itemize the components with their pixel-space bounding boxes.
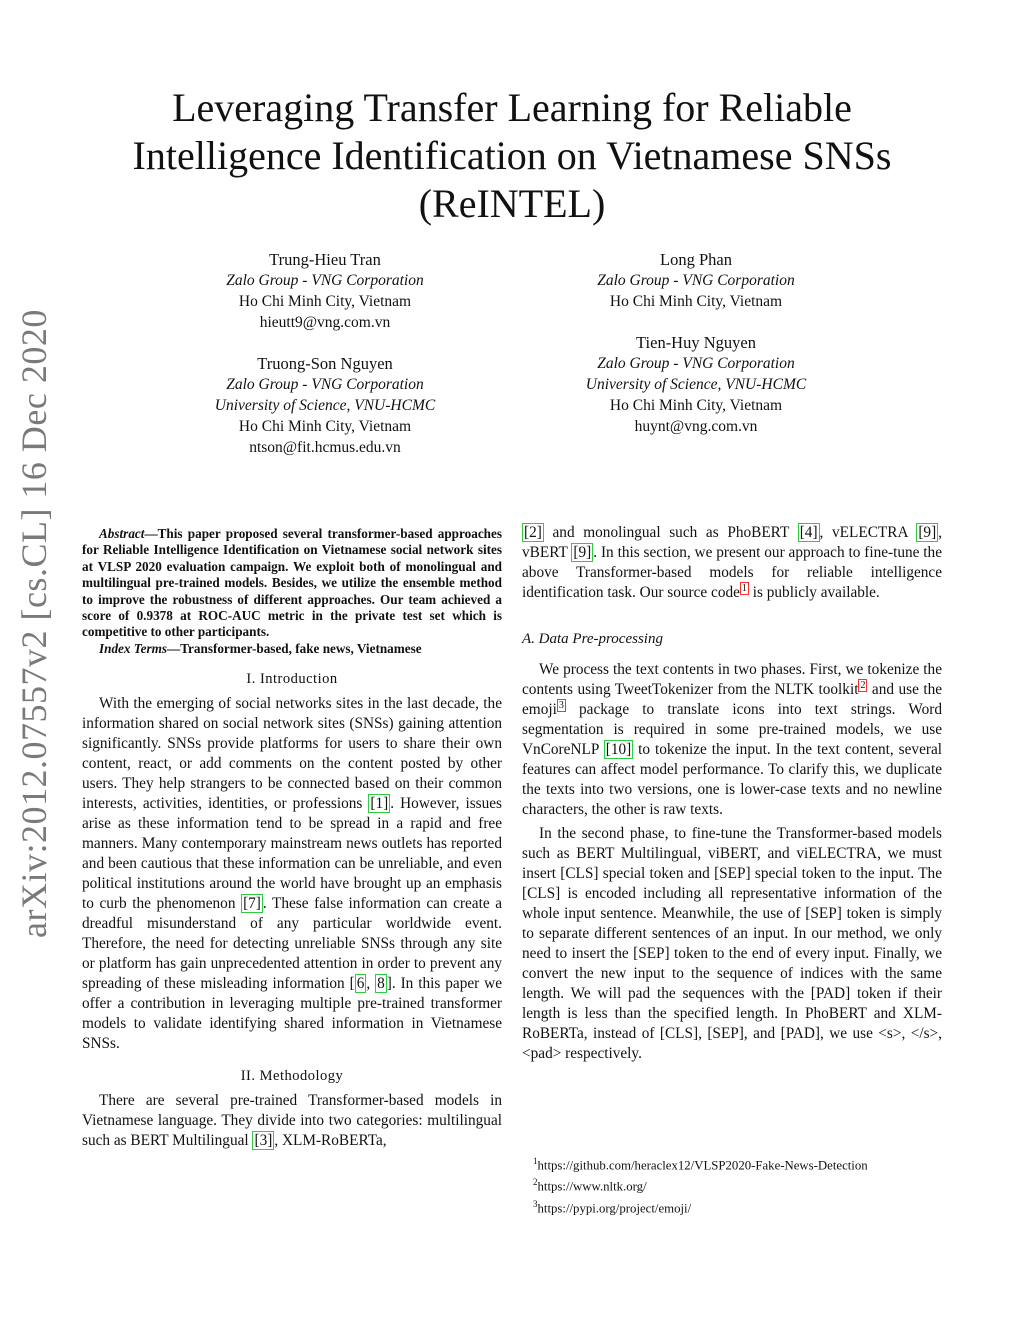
author-org-2: University of Science, VNU-HCMC [214,397,436,414]
author-email: hieutt9@vng.com.vn [259,314,391,331]
intro-text: . However, issues arise as these information tend to be spread in a rapid and free manners. Many contemporary mainstream news outlets has reported and been cautious that these information can be unreliable, and even political institutions around the world have brought up an emphasis to curb the phenomenon [82,795,503,913]
footnote-url[interactable]: https://www.nltk.org/ [537,1179,647,1194]
citation-link[interactable]: [1] [370,795,389,813]
method-text: , XLM-RoBERTa, [274,1132,387,1150]
footnote-url[interactable]: https://github.com/heraclex12/VLSP2020-Fake-News-Detection [537,1158,868,1173]
intro-paragraph [82,694,502,1054]
index-terms-label: Index Terms [99,640,168,656]
footnote[interactable] [533,1174,953,1195]
data-paragraph-1 [522,660,942,820]
citation-link[interactable]: [10] [605,741,632,758]
footnotes [533,1153,953,1217]
method-body [82,1091,502,1151]
citation-link[interactable]: [9] [918,524,937,541]
subsection-heading-data-preprocessing: A. Data Pre-processing [522,631,663,647]
citation-link[interactable]: [3] [254,1132,273,1150]
data-text: We process the text contents in two phases. First, we tokenize the contents using TweetTokenizer from the NLTK toolkit [522,661,942,698]
author-org: Zalo Group - VNG Corporation [597,355,795,372]
author-name: Long Phan [660,250,732,269]
data-text: package to translate icons into text strings. Word segmentation is required in some pre-trained models, we use VnCoreNLP [522,701,942,758]
citation-link[interactable]: [4] [799,524,818,541]
footnote[interactable] [533,1153,953,1174]
citation-link[interactable]: [7] [243,895,261,913]
method-continued [522,523,942,603]
author-name: Truong-Son Nguyen [257,354,393,373]
method-text: and monolingual such as PhoBERT [543,524,798,541]
citation-link[interactable]: [2] [524,524,542,541]
author-org-2: University of Science, VNU-HCMC [585,376,807,393]
index-terms-text: —Transformer-based, fake news, Vietnamese [167,640,422,656]
data-paragraph-2: In the second phase, to fine-tune the Transformer-based models such as BERT Multilingual, viBERT, and viELECTRA, we must insert [CLS] special token and [SEP] special token to the input. The [CLS] is encoded including all representative information of the whole input sentence. Meanwhile, the use of [SEP] token is simply to separate different sentences of an input. In our method, we only need to insert the [SEP] token to the end of every input. Finally, we convert the new input to the sequence of indices with the same length. We will pad the sequences with the [PAD] token if their length is less than the specified length. In PhoBERT and XLM-RoBERTa, instead of [CLS], [SEP], and [PAD], we use <s>, </s>, <pad> respectively. [522,825,942,1062]
intro-text: . These false information can create a dreadful misunderstand of any particular worldwide event. Therefore, the need for detecting unreliable SNSs through any site or platform has gain unprecedented attention in order to prevent any spreading of these misleading information [ [82,895,502,993]
left-column [82,526,502,1151]
method-paragraph [82,1091,502,1151]
footnote-number: 2 [533,1177,538,1188]
right-column [522,523,942,1064]
footnote-number: 1 [533,1156,538,1166]
data-text: to tokenize the input. In the text content, several features can affect model performance. To clarify this, we duplicate the texts into two versions, one is lower-case texts and no newline characters, the other is raw texts. [522,741,942,818]
footnote-link[interactable]: 1 [741,583,747,594]
data-text: and use the emoji [522,681,943,718]
intro-text: ]. In this paper we offer a contribution in leveraging multiple pre-trained transformer models to validate identifying shared information in Vietnamese SNSs. [82,975,502,1053]
author-org: Zalo Group - VNG Corporation [226,376,424,393]
footnote-link[interactable]: 3 [558,700,564,711]
citation-link[interactable]: 8 [377,975,385,993]
author-org: Zalo Group - VNG Corporation [226,272,424,289]
method-text: . In this section, we present our approach to fine-tune the above Transformer-based models for reliable intelligence identification task. Our source code [522,544,942,601]
author-city: Ho Chi Minh City, Vietnam [609,293,783,310]
abstract-text: —This paper proposed several transformer-based approaches for Reliable Intelligence Identification on Vietnamese social network sites at VLSP 2020 evaluation campaign. We exploit both of monolingual and multilingual pre-trained models. Besides, we utilize the ensemble method to improve the robustness of different approaches. Our team achieved a score of 0.9378 at ROC-AUC metric in the private test set which is competitive to other participants. [82,526,502,640]
author-block-4 [540,332,852,437]
title-line-3: (ReINTEL) [418,181,606,226]
method-text: is publicly available. [748,584,880,601]
abstract [82,526,502,657]
title-line-1: Leveraging Transfer Learning for Reliable [172,85,852,130]
arxiv-stamp: arXiv:2012.07557v2 [cs.CL] 16 Dec 2020 [14,309,54,938]
author-block-3 [170,353,480,458]
footnote-url[interactable]: https://pypi.org/project/emoji/ [537,1200,692,1215]
method-paragraph-continued [522,523,942,603]
footnote[interactable] [533,1196,953,1217]
intro-body [82,694,502,1054]
citation-link[interactable]: [9] [573,544,592,561]
author-org: Zalo Group - VNG Corporation [597,272,795,289]
index-terms [82,641,502,657]
author-name: Tien-Huy Nguyen [636,333,756,352]
author-name: Trung-Hieu Tran [269,250,381,269]
author-block-2 [540,249,852,312]
author-email: huynt@vng.com.vn [634,418,758,435]
footnote-link[interactable]: 2 [860,680,866,691]
author-block-1 [170,249,480,333]
abstract-paragraph [82,526,502,641]
footnote-number: 3 [533,1198,538,1209]
method-text: , vELECTRA [819,524,917,541]
data-body [522,660,942,1064]
author-email: ntson@fit.hcmus.edu.vn [249,439,401,456]
abstract-label: Abstract [99,526,145,541]
author-city: Ho Chi Minh City, Vietnam [609,397,783,414]
intro-text: , [366,975,376,993]
author-city: Ho Chi Minh City, Vietnam [238,293,412,310]
section-heading-introduction: I. Introduction [246,671,338,688]
author-city: Ho Chi Minh City, Vietnam [238,418,412,435]
title-line-2: Intelligence Identification on Vietnamese SNSs [132,133,892,178]
method-text: , vBERT [522,524,942,561]
intro-text: With the emerging of social networks sites in the last decade, the information shared on social network sites (SNSs) gaining attention significantly. SNSs provide platforms for users to share their own content, react, or add comments on the content posted by other users. They help strangers to be connected based on their common interests, activities, identities, or professions [82,695,502,813]
method-text: There are several pre-trained Transformer-based models in Vietnamese language. They divide into two categories: multilingual such as BERT Multilingual [82,1092,502,1150]
citation-link[interactable]: 6 [356,975,365,993]
section-heading-methodology: II. Methodology [240,1068,344,1085]
paper-title [80,84,944,228]
